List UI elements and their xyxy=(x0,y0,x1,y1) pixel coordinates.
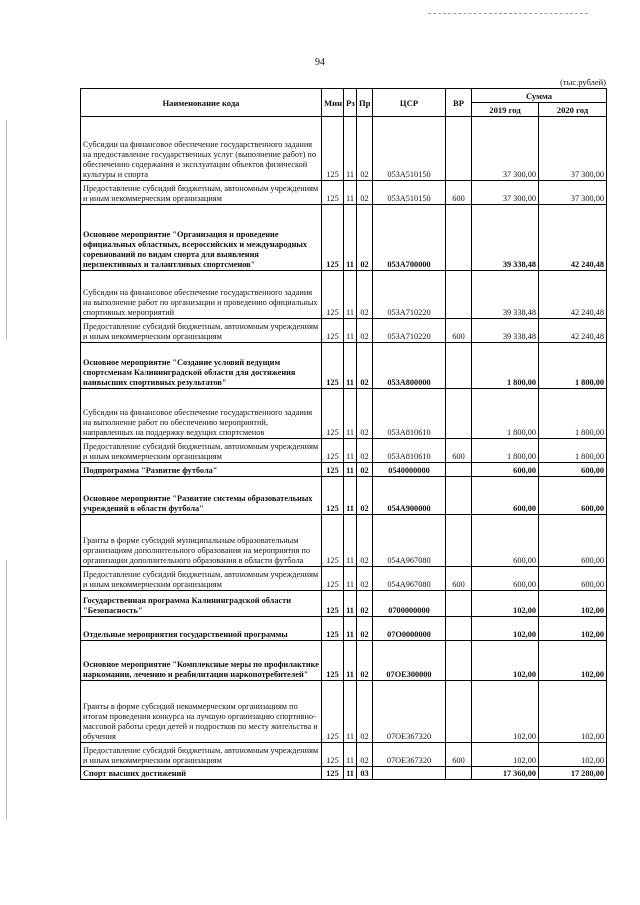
cell-name: Гранты в форме субсидий муниципальным образовательным организациям дополнительного образования на мероприятия по организации дополнительного образования в области футбола xyxy=(81,515,322,567)
cell-name: Отдельные мероприятия государственной программы xyxy=(81,617,322,641)
cell-2020: 42 240,48 xyxy=(539,319,607,343)
cell-2020: 600,00 xyxy=(539,567,607,591)
cell-vr xyxy=(446,463,472,477)
table-row xyxy=(81,477,607,515)
table-row xyxy=(81,515,607,567)
binding-mark xyxy=(6,120,7,340)
cell-name: Субсидии на финансовое обеспечение государственного задания на предоставление государственных услуг (выполнение работ) по обеспечению содержания и эксплуатации объектов физической культуры и спорта xyxy=(81,117,322,181)
table-row xyxy=(81,439,607,463)
cell-pr: 02 xyxy=(357,681,373,743)
cell-vr xyxy=(446,389,472,439)
table-row xyxy=(81,567,607,591)
cell-name: Основное мероприятие "Комплексные меры по профилактике наркомании, лечению и реабилитации наркопотребителей" xyxy=(81,641,322,681)
cell-rz: 11 xyxy=(344,767,357,780)
cell-2019: 600,00 xyxy=(472,477,539,515)
cell-name: Основное мероприятие "Создание условий ведущим спортсменам Калининградской области для достижения наивысших спортивных результатов" xyxy=(81,343,322,389)
cell-min: 125 xyxy=(322,205,344,271)
cell-rz: 11 xyxy=(344,743,357,767)
header-vr: ВР xyxy=(446,89,472,117)
cell-csr: 053A510150 xyxy=(373,181,446,205)
cell-2019: 37 300,00 xyxy=(472,117,539,181)
cell-pr: 02 xyxy=(357,567,373,591)
cell-csr: 053A710220 xyxy=(373,271,446,319)
cell-name: Предоставление субсидий бюджетным, автономным учреждениям и иным некоммерческим организациям xyxy=(81,439,322,463)
cell-2019: 1 800,00 xyxy=(472,439,539,463)
cell-csr: 07OE300000 xyxy=(373,641,446,681)
cell-csr: 07OE367320 xyxy=(373,743,446,767)
table-row xyxy=(81,681,607,743)
cell-rz: 11 xyxy=(344,439,357,463)
cell-csr: 0700000000 xyxy=(373,591,446,617)
cell-name: Предоставление субсидий бюджетным, автономным учреждениям и иным некоммерческим организациям xyxy=(81,567,322,591)
header-sum: Сумма xyxy=(472,89,607,103)
cell-rz: 11 xyxy=(344,117,357,181)
cell-rz: 11 xyxy=(344,319,357,343)
cell-2020: 42 240,48 xyxy=(539,205,607,271)
cell-min: 125 xyxy=(322,591,344,617)
cell-name: Предоставление субсидий бюджетным, автономным учреждениям и иным некоммерческим организациям xyxy=(81,319,322,343)
cell-2019: 39 338,48 xyxy=(472,271,539,319)
units-label: (тыс.рублей) xyxy=(560,77,606,87)
binding-mark xyxy=(6,560,7,820)
cell-min: 125 xyxy=(322,515,344,567)
cell-2019: 102,00 xyxy=(472,641,539,681)
cell-name: Основное мероприятие "Развитие системы образовательных учреждений в области футбола" xyxy=(81,477,322,515)
cell-min: 125 xyxy=(322,641,344,681)
cell-rz: 11 xyxy=(344,681,357,743)
cell-2019: 102,00 xyxy=(472,681,539,743)
header-rz: Рз xyxy=(344,89,357,117)
cell-2020: 102,00 xyxy=(539,743,607,767)
cell-pr: 02 xyxy=(357,439,373,463)
cell-rz: 11 xyxy=(344,515,357,567)
cell-pr: 03 xyxy=(357,767,373,780)
cell-csr: 07OE367320 xyxy=(373,681,446,743)
cell-csr xyxy=(373,767,446,780)
cell-name: Гранты в форме субсидий некоммерческим организациям по итогам проведения конкурса на лучшую организацию спортивно-массовой работы среди детей и подростков по месту жительства и обучения xyxy=(81,681,322,743)
cell-pr: 02 xyxy=(357,591,373,617)
budget-table xyxy=(80,88,607,780)
cell-csr: 053A710220 xyxy=(373,319,446,343)
cell-name: Предоставление субсидий бюджетным, автономным учреждениям и иным некоммерческим организациям xyxy=(81,181,322,205)
cell-2019: 37 300,00 xyxy=(472,181,539,205)
cell-2019: 600,00 xyxy=(472,463,539,477)
cell-min: 125 xyxy=(322,271,344,319)
cell-name: Государственная программа Калининградской области "Безопасность" xyxy=(81,591,322,617)
table-row xyxy=(81,767,607,780)
cell-rz: 11 xyxy=(344,591,357,617)
cell-pr: 02 xyxy=(357,743,373,767)
cell-rz: 11 xyxy=(344,617,357,641)
page-number: 94 xyxy=(315,57,325,68)
cell-vr xyxy=(446,477,472,515)
cell-name: Спорт высших достижений xyxy=(81,767,322,780)
cell-2020: 17 280,00 xyxy=(539,767,607,780)
cell-vr: 600 xyxy=(446,181,472,205)
cell-min: 125 xyxy=(322,319,344,343)
cell-pr: 02 xyxy=(357,641,373,681)
cell-2019: 600,00 xyxy=(472,567,539,591)
cell-pr: 02 xyxy=(357,205,373,271)
header-name: Наименование кода xyxy=(81,89,322,117)
cell-min: 125 xyxy=(322,439,344,463)
cell-2020: 37 300,00 xyxy=(539,117,607,181)
cell-pr: 02 xyxy=(357,319,373,343)
cell-vr xyxy=(446,767,472,780)
top-dashed-line xyxy=(428,13,588,14)
cell-min: 125 xyxy=(322,567,344,591)
cell-csr: 053A810610 xyxy=(373,389,446,439)
header-min: Мин xyxy=(322,89,344,117)
cell-pr: 02 xyxy=(357,515,373,567)
table-row xyxy=(81,343,607,389)
cell-pr: 02 xyxy=(357,477,373,515)
cell-min: 125 xyxy=(322,117,344,181)
cell-rz: 11 xyxy=(344,567,357,591)
cell-vr xyxy=(446,617,472,641)
table-row xyxy=(81,271,607,319)
table-row xyxy=(81,641,607,681)
cell-2020: 37 300,00 xyxy=(539,181,607,205)
cell-2019: 39 338,48 xyxy=(472,319,539,343)
table-row xyxy=(81,181,607,205)
table-row xyxy=(81,389,607,439)
cell-csr: 054A967080 xyxy=(373,515,446,567)
cell-rz: 11 xyxy=(344,641,357,681)
cell-vr: 600 xyxy=(446,439,472,463)
cell-2020: 600,00 xyxy=(539,477,607,515)
cell-vr xyxy=(446,343,472,389)
cell-vr xyxy=(446,515,472,567)
table-row xyxy=(81,463,607,477)
header-2019: 2019 год xyxy=(472,103,539,117)
table-row xyxy=(81,591,607,617)
cell-name: Основное мероприятие "Организация и проведение официальных областных, всероссийских и международных соревнований по видам спорта для выявления перспективных и талантливых спортсменов" xyxy=(81,205,322,271)
cell-2020: 1 800,00 xyxy=(539,439,607,463)
cell-2020: 102,00 xyxy=(539,681,607,743)
cell-min: 125 xyxy=(322,343,344,389)
cell-vr xyxy=(446,205,472,271)
cell-vr: 600 xyxy=(446,743,472,767)
cell-2019: 1 800,00 xyxy=(472,343,539,389)
cell-vr xyxy=(446,271,472,319)
cell-rz: 11 xyxy=(344,343,357,389)
table-row xyxy=(81,319,607,343)
table-row xyxy=(81,617,607,641)
cell-csr: 053A800000 xyxy=(373,343,446,389)
cell-min: 125 xyxy=(322,389,344,439)
cell-2019: 102,00 xyxy=(472,743,539,767)
cell-2019: 102,00 xyxy=(472,591,539,617)
cell-2020: 600,00 xyxy=(539,515,607,567)
cell-csr: 053A510150 xyxy=(373,117,446,181)
cell-rz: 11 xyxy=(344,205,357,271)
cell-vr: 600 xyxy=(446,319,472,343)
cell-pr: 02 xyxy=(357,271,373,319)
cell-2019: 39 338,48 xyxy=(472,205,539,271)
cell-2020: 102,00 xyxy=(539,617,607,641)
cell-pr: 02 xyxy=(357,117,373,181)
cell-pr: 02 xyxy=(357,463,373,477)
table-row xyxy=(81,117,607,181)
cell-rz: 11 xyxy=(344,271,357,319)
header-csr: ЦСР xyxy=(373,89,446,117)
cell-pr: 02 xyxy=(357,343,373,389)
cell-rz: 11 xyxy=(344,389,357,439)
cell-pr: 02 xyxy=(357,181,373,205)
cell-csr: 053A700000 xyxy=(373,205,446,271)
cell-2020: 600,00 xyxy=(539,463,607,477)
cell-rz: 11 xyxy=(344,181,357,205)
header-pr: Пр xyxy=(357,89,373,117)
cell-name: Субсидии на финансовое обеспечение государственного задания на выполнение работ по организации и проведению официальных спортивных мероприятий xyxy=(81,271,322,319)
cell-2019: 17 360,00 xyxy=(472,767,539,780)
cell-pr: 02 xyxy=(357,617,373,641)
cell-2020: 1 800,00 xyxy=(539,389,607,439)
cell-min: 125 xyxy=(322,617,344,641)
cell-csr: 07O0000000 xyxy=(373,617,446,641)
cell-name: Субсидии на финансовое обеспечение государственного задания на выполнение работ по обеспечению мероприятий, направленных на поддержку ведущих спортсменов xyxy=(81,389,322,439)
cell-min: 125 xyxy=(322,463,344,477)
cell-csr: 054A967080 xyxy=(373,567,446,591)
table-row xyxy=(81,205,607,271)
cell-min: 125 xyxy=(322,681,344,743)
cell-2020: 42 240,48 xyxy=(539,271,607,319)
cell-2019: 1 800,00 xyxy=(472,389,539,439)
cell-min: 125 xyxy=(322,477,344,515)
cell-min: 125 xyxy=(322,743,344,767)
cell-name: Предоставление субсидий бюджетным, автономным учреждениям и иным некоммерческим организациям xyxy=(81,743,322,767)
cell-vr xyxy=(446,117,472,181)
table-row xyxy=(81,743,607,767)
cell-rz: 11 xyxy=(344,463,357,477)
cell-min: 125 xyxy=(322,767,344,780)
cell-name: Подпрограмма "Развитие футбола" xyxy=(81,463,322,477)
header-2020: 2020 год xyxy=(539,103,607,117)
cell-vr xyxy=(446,591,472,617)
cell-2019: 600,00 xyxy=(472,515,539,567)
cell-2020: 1 800,00 xyxy=(539,343,607,389)
cell-2020: 102,00 xyxy=(539,641,607,681)
cell-2020: 102,00 xyxy=(539,591,607,617)
cell-csr: 053A810610 xyxy=(373,439,446,463)
cell-vr xyxy=(446,681,472,743)
cell-csr: 0540000000 xyxy=(373,463,446,477)
cell-rz: 11 xyxy=(344,477,357,515)
cell-min: 125 xyxy=(322,181,344,205)
cell-csr: 054A900000 xyxy=(373,477,446,515)
cell-vr xyxy=(446,641,472,681)
cell-vr: 600 xyxy=(446,567,472,591)
cell-2019: 102,00 xyxy=(472,617,539,641)
cell-pr: 02 xyxy=(357,389,373,439)
